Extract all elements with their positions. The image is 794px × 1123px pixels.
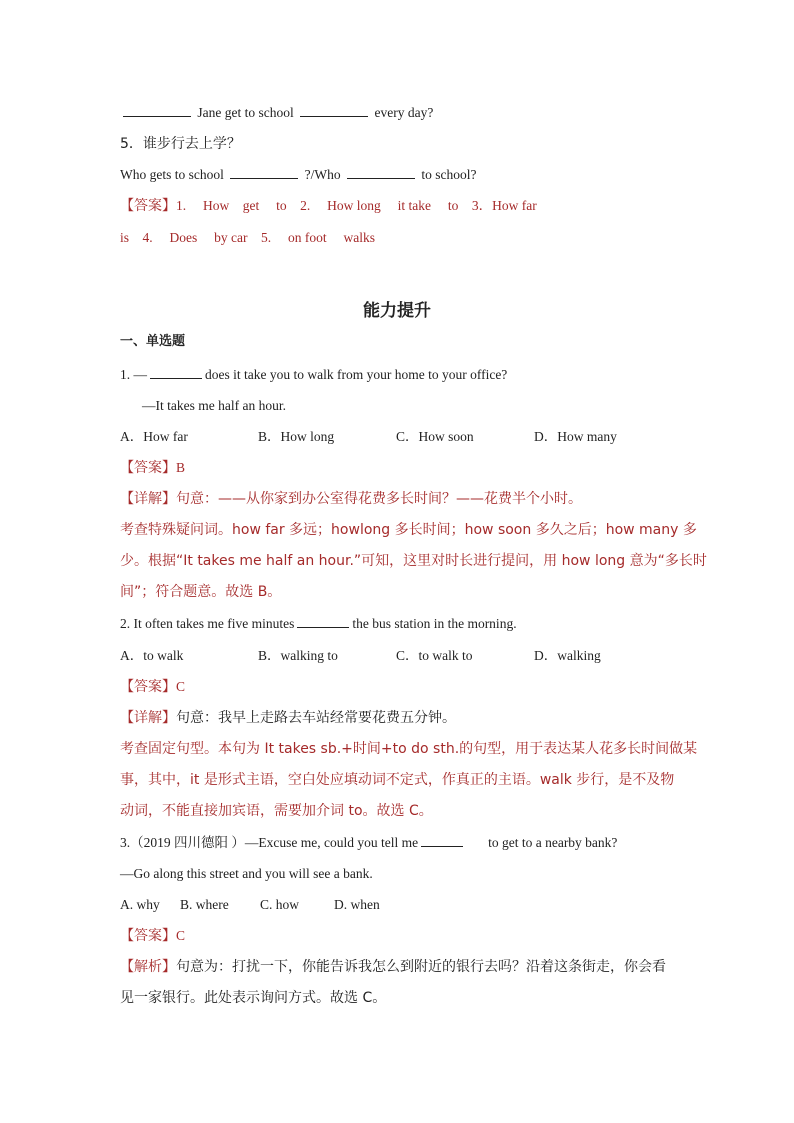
stem-text: 1. — (120, 367, 147, 382)
answer-blank[interactable] (150, 366, 202, 379)
q1-detail-3: 少。根据“It takes me half an hour.”可知，这里对时长进行提问，用 how long 意为“多长时 (120, 553, 707, 569)
answer-tag: 【答案】 (120, 460, 176, 476)
q2-option-b[interactable]: B．walking to (258, 648, 338, 663)
q3-detail-2: 见一家银行。此处表示询问方式。故选 C。 (120, 990, 387, 1006)
q1-reply: —It takes me half an hour. (142, 398, 286, 413)
q1-option-a[interactable]: A．How far (120, 429, 188, 444)
q2-detail-4: 动词，不能直接加宾语，需要加介词 to。故选 C。 (120, 803, 433, 819)
q1-option-d[interactable]: D．How many (534, 429, 617, 444)
answer-text: 1. How get to 2. How long it take to 3．How far (176, 198, 537, 213)
sentence-text: every day? (374, 105, 434, 120)
q3-stem (120, 834, 617, 852)
q3-option-b[interactable]: B. where (180, 897, 229, 912)
sentence-text: Who gets to school (120, 167, 224, 182)
answer-blank[interactable] (123, 104, 191, 117)
sub-heading: 一、单选题 (120, 334, 186, 349)
q1-option-b[interactable]: B．How long (258, 429, 335, 444)
stem-text: the bus station in the morning. (352, 616, 517, 631)
q2-option-c[interactable]: C．to walk to (396, 648, 473, 663)
q2-detail-1 (120, 709, 456, 727)
answer-tag: 【答案】 (120, 198, 176, 214)
stem-text: does it take you to walk from your home to your office? (205, 367, 508, 382)
q3-options (120, 896, 380, 914)
q2-answer (120, 678, 185, 696)
q2-options (120, 647, 601, 665)
answer-tag: 【答案】 (120, 928, 176, 944)
stem-text: 2. It often takes me five minutes (120, 616, 295, 631)
q2-option-d[interactable]: D．walking (534, 648, 601, 663)
detail-tag: 【详解】 (120, 710, 176, 726)
stem-text: 3.（2019 四川德阳 ）—Excuse me, could you tell me (120, 835, 419, 850)
fill-blank-line-5 (120, 166, 477, 184)
q3-option-a[interactable]: A. why (120, 897, 160, 912)
q1-detail-1 (120, 490, 582, 508)
answer-blank[interactable] (230, 166, 298, 179)
detail-text: 句意：我早上走路去车站经常要花费五分钟。 (176, 710, 456, 726)
answer-value: B (176, 460, 186, 475)
answer-blank[interactable] (297, 615, 349, 628)
answer-tag: 【答案】 (120, 679, 176, 695)
question-5: 5．谁步行去上学？ (120, 136, 241, 152)
q2-option-a[interactable]: A．to walk (120, 648, 184, 663)
q3-option-d[interactable]: D. when (334, 897, 380, 912)
q1-options (120, 428, 617, 446)
answer-blank[interactable] (347, 166, 415, 179)
detail-text: 句意为：打扰一下，你能告诉我怎么到附近的银行去吗？沿着这条街走，你会看 (176, 959, 666, 975)
q3-option-c[interactable]: C. how (260, 897, 300, 912)
answer-blank[interactable] (300, 104, 368, 117)
q1-stem (120, 366, 507, 384)
q2-stem (120, 615, 517, 633)
sentence-text: to school? (421, 167, 477, 182)
section-title: 能力提升 (363, 301, 431, 321)
answer-line-1 (120, 197, 537, 215)
q1-detail-2: 考查特殊疑问词。how far 多远；howlong 多长时间；how soon 多久之后；how many 多 (120, 522, 697, 538)
sentence-text: Jane get to school (197, 105, 294, 120)
q2-detail-3: 事，其中，it 是形式主语，空白处应填动词不定式，作真正的主语。walk 步行，是不及物 (120, 772, 675, 788)
detail-tag: 【详解】 (120, 491, 176, 507)
q3-answer (120, 927, 185, 945)
detail-tag: 【解析】 (120, 959, 176, 975)
answer-line-2: is 4. Does by car 5. on foot walks (120, 230, 375, 245)
q2-detail-2: 考查固定句型。本句为 It takes sb.+时间+to do sth.的句型，用于表达某人花多长时间做某 (120, 741, 698, 757)
answer-blank[interactable] (421, 834, 463, 847)
answer-value: C (176, 679, 186, 694)
answer-value: C (176, 928, 186, 943)
stem-text: to get to a nearby bank? (488, 835, 618, 850)
q1-answer (120, 459, 185, 477)
q1-detail-4: 间”；符合题意。故选 B。 (120, 584, 282, 600)
q3-detail-1 (120, 958, 666, 976)
q3-reply: —Go along this street and you will see a bank. (120, 866, 373, 881)
detail-text: 句意：——从你家到办公室得花费多长时间？——花费半个小时。 (176, 491, 582, 507)
fill-blank-line-4b (120, 104, 433, 122)
q1-option-c[interactable]: C．How soon (396, 429, 474, 444)
sentence-text: ?/Who (304, 167, 341, 182)
